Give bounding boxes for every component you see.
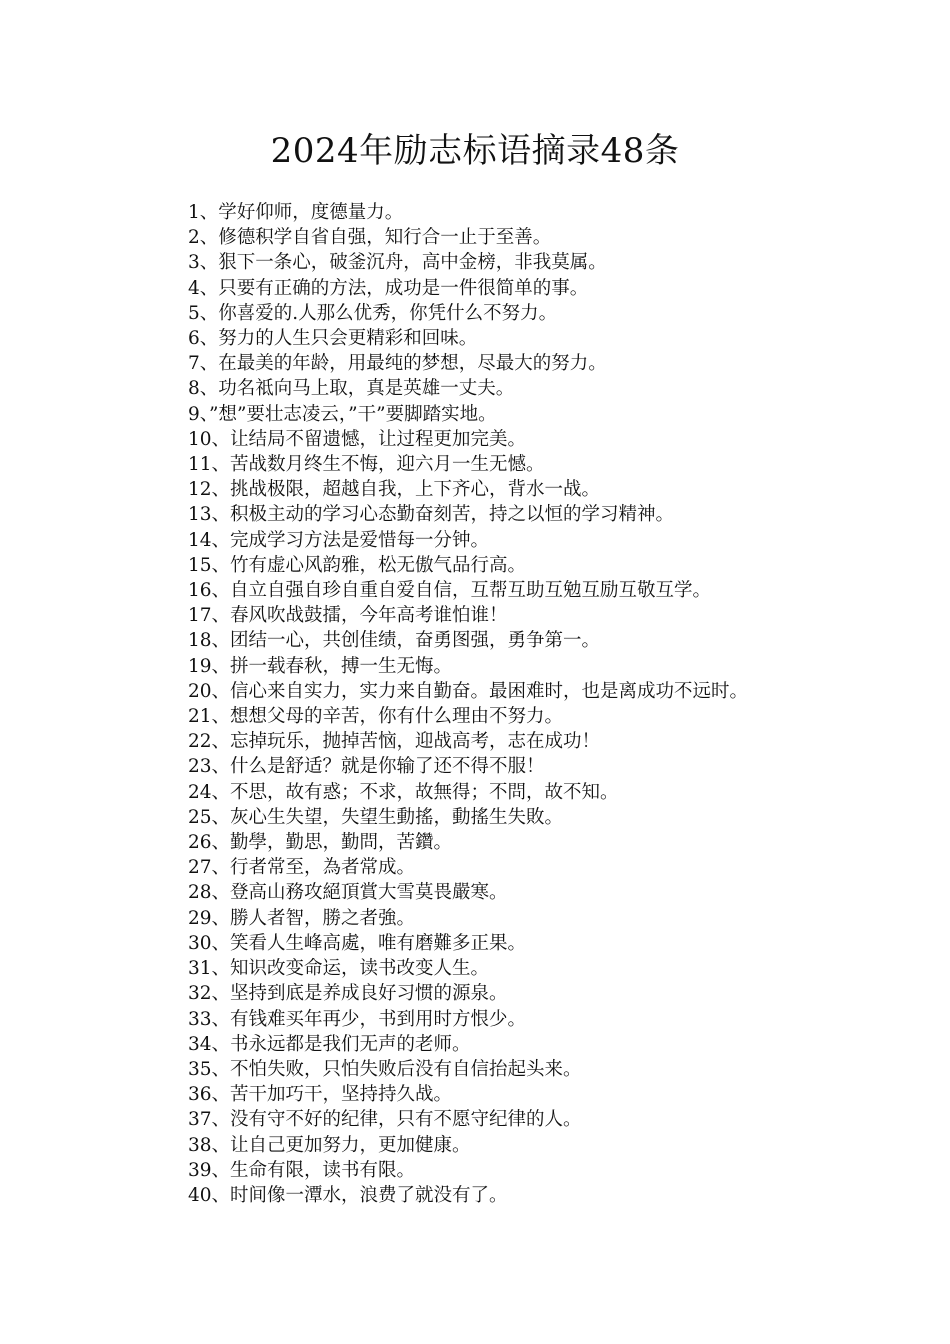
slogan-item: 27、行者常至，為者常成。 xyxy=(188,857,416,879)
slogan-item: 12、挑战极限，超越自我，上下齐心，背水一战。 xyxy=(188,479,601,501)
slogan-item: 24、不思，故有惑；不求，故無得；不問，故不知。 xyxy=(188,781,619,803)
slogan-item: 1、学好仰师，度德量力。 xyxy=(188,202,404,223)
slogan-item: 8、功名祗向马上取，真是英雄一丈夫。 xyxy=(188,378,515,400)
slogan-item: 36、苦干加巧干，坚持持久战。 xyxy=(188,1084,453,1106)
slogan-item: 17、春风吹战鼓擂，今年高考谁怕谁！ xyxy=(188,605,508,627)
slogan-item: 10、让结局不留遗憾，让过程更加完美。 xyxy=(188,428,527,450)
slogan-item: 33、有钱难买年再少，书到用时方恨少。 xyxy=(188,1008,527,1030)
slogan-item: 3、狠下一条心，破釜沉舟，高中金榜，非我莫属。 xyxy=(188,252,607,274)
slogan-item: 35、不怕失败，只怕失败后没有自信抬起头来。 xyxy=(188,1058,582,1080)
slogan-item: 9、”想”要壮志凌云，”干”要脚踏实地。 xyxy=(188,403,497,425)
slogan-item: 18、团结一心，共创佳绩，奋勇图强，勇争第一。 xyxy=(188,630,601,652)
slogan-item: 20、信心来自实力，实力来自勤奋。最困难时，也是离成功不远时。 xyxy=(188,680,749,702)
slogan-item: 21、想想父母的辛苦，你有什么理由不努力。 xyxy=(188,706,564,728)
slogan-item: 31、知识改变命运，读书改变人生。 xyxy=(188,958,490,980)
slogan-item: 19、拼一载春秋，搏一生无悔。 xyxy=(188,655,453,677)
slogan-item: 7、在最美的年龄，用最纯的梦想，尽最大的努力。 xyxy=(188,353,607,375)
slogan-item: 32、坚持到底是养成良好习惯的源泉。 xyxy=(188,983,508,1005)
slogan-item: 5、你喜爱的.人那么优秀，你凭什么不努力。 xyxy=(188,302,558,324)
slogan-item: 39、生命有限，读书有限。 xyxy=(188,1159,416,1181)
slogan-item: 16、自立自强自珍自重自爱自信，互帮互助互勉互励互敬互学。 xyxy=(188,580,712,602)
slogan-item: 6、努力的人生只会更精彩和回味。 xyxy=(188,328,478,350)
slogan-item: 2、修德积学自省自强，知行合一止于至善。 xyxy=(188,227,552,249)
slogan-item: 25、灰心生失望，失望生動搖，動搖生失敗。 xyxy=(188,806,564,828)
slogan-item: 15、竹有虚心风韵雅，松无傲气品行高。 xyxy=(188,554,527,576)
slogan-item: 37、没有守不好的纪律，只有不愿守纪律的人。 xyxy=(188,1109,582,1131)
slogan-item: 29、勝人者智，勝之者強。 xyxy=(188,907,416,929)
slogan-item: 13、积极主动的学习心态勤奋刻苦，持之以恒的学习精神。 xyxy=(188,504,675,526)
slogan-item: 14、完成学习方法是爱惜每一分钟。 xyxy=(188,529,490,551)
document-title: 2024年励志标语摘录48条 xyxy=(270,131,680,171)
slogan-list xyxy=(146,200,811,1208)
slogan-item: 40、时间像一潭水，浪费了就没有了。 xyxy=(188,1184,508,1206)
slogan-item: 11、苦战数月终生不悔，迎六月一生无憾。 xyxy=(188,454,545,476)
slogan-item: 4、只要有正确的方法，成功是一件很简单的事。 xyxy=(188,277,589,299)
slogan-item: 23、什么是舒适？就是你输了还不得不服！ xyxy=(188,756,545,778)
slogan-item: 34、书永远都是我们无声的老师。 xyxy=(188,1033,471,1055)
slogan-item: 26、勤學，勤思，勤問，苦鑽。 xyxy=(188,832,453,854)
slogan-item: 38、让自己更加努力，更加健康。 xyxy=(188,1134,471,1156)
slogan-item: 28、登高山務攻絕頂賞大雪莫畏嚴寒。 xyxy=(188,882,508,904)
slogan-item: 30、笑看人生峰高處，唯有磨難多正果。 xyxy=(188,932,527,954)
slogan-item: 22、忘掉玩乐，抛掉苦恼，迎战高考，志在成功！ xyxy=(188,731,601,753)
